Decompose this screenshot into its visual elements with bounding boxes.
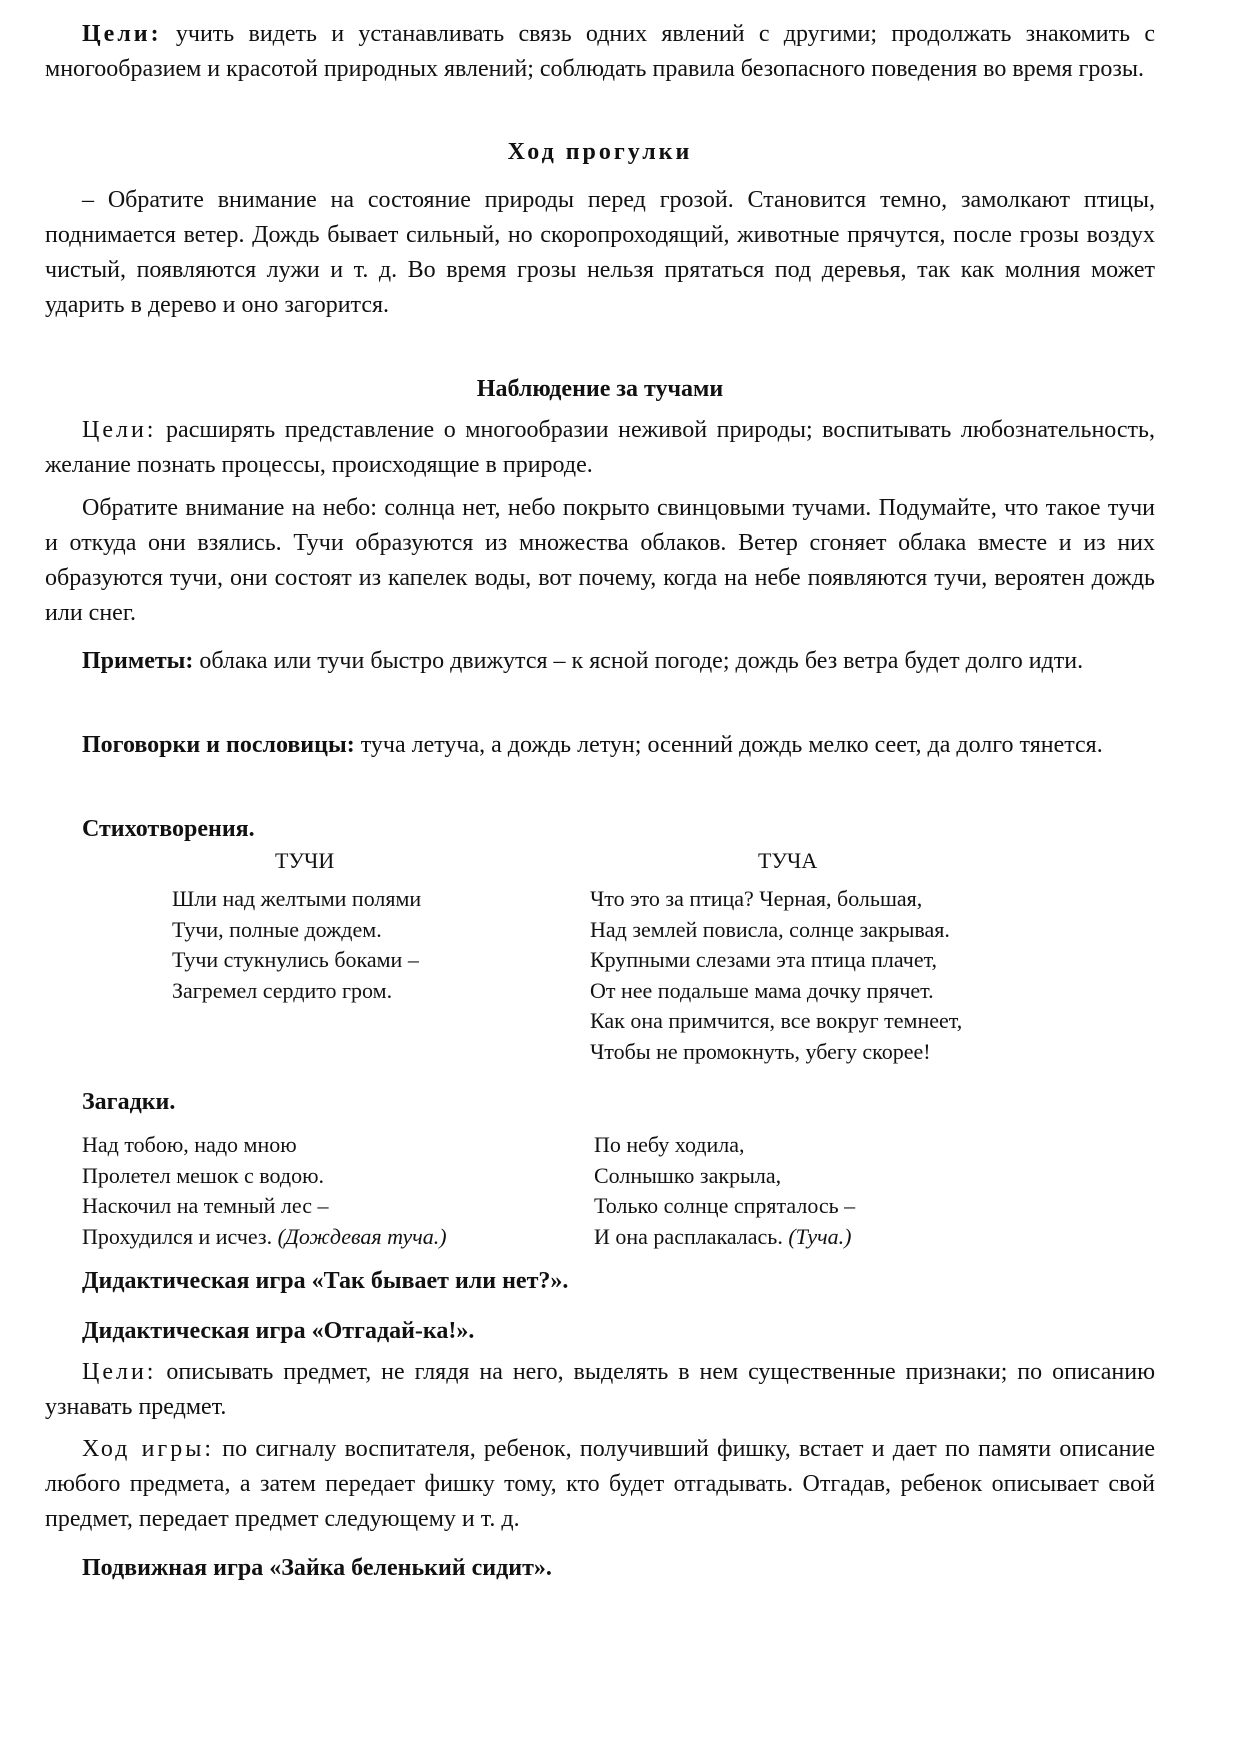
sayings-label: Поговорки и пословицы: xyxy=(82,732,355,758)
goals3-paragraph xyxy=(45,1355,1155,1425)
poem-line: Шли над желтыми полями xyxy=(172,886,422,911)
sayings-text: туча летуча, а дождь летун; осенний дождь мелко сеет, да долго тянется. xyxy=(354,732,1103,758)
poem1-title: ТУЧИ xyxy=(275,848,335,873)
riddles-heading: Загадки. xyxy=(82,1089,176,1115)
goals3-text: описывать предмет, не глядя на него, выделять в нем существенные признаки; по описанию узнавать предмет. xyxy=(45,1359,1155,1420)
sayings-paragraph xyxy=(45,728,1155,763)
goals2-label: Цели: xyxy=(82,417,157,443)
riddle-line: И она расплакалась. xyxy=(594,1223,789,1249)
poem-line: Крупными слезами эта птица плачет, xyxy=(590,947,938,972)
game-course-text: по сигналу воспитателя, ребенок, получивший фишку, встает и дает по памяти описание любого предмета, а затем передает фишку тому, кто будет отгадывать. Отгадав, ребенок описывает свой предмет, передает предмет следующему и т. д. xyxy=(45,1436,1155,1532)
game2-heading: Дидактическая игра «Отгадай-ка!». xyxy=(82,1318,475,1344)
game1-heading: Дидактическая игра «Так бывает или нет?». xyxy=(82,1268,569,1294)
riddle-line: Только солнце спряталось – xyxy=(594,1193,856,1218)
riddle-line: Солнышко закрыла, xyxy=(594,1162,782,1188)
poems-heading: Стихотворения. xyxy=(82,816,255,842)
riddle2 xyxy=(594,1130,855,1252)
poem-line: От нее подальше мама дочку прячет. xyxy=(590,977,934,1003)
walk-heading: Ход прогулки xyxy=(507,139,693,165)
poem2 xyxy=(590,884,962,1067)
poem2-title: ТУЧА xyxy=(758,848,818,873)
walk-paragraph: – Обратите внимание на состояние природы перед грозой. Становится темно, замолкают птицы, поднимается ветер. Дождь бывает сильный, но скоропроходящий, животные прячутся, после грозы воздух чистый, появляются лужи и т. д. Во время грозы нельзя прятаться под деревья, так как молния может ударить в дерево и оно загорится. xyxy=(45,187,1155,318)
signs-paragraph xyxy=(45,644,1155,679)
poem-line: Над землей повисла, солнце закрывая. xyxy=(590,916,950,942)
riddle-line: Наскочил на темный лес – xyxy=(82,1193,329,1218)
goals2-paragraph xyxy=(45,413,1155,483)
riddle-line: По небу ходила, xyxy=(594,1132,745,1157)
riddle-answer: (Туча.) xyxy=(788,1223,852,1249)
poem-line: Загремел сердито гром. xyxy=(172,977,393,1003)
goals-text: учить видеть и устанавливать связь одних явлений с другими; продолжать знакомить с многообразием и красотой природных явлений; соблюдать правила безопасного поведения во время грозы. xyxy=(45,21,1155,82)
goals-paragraph xyxy=(45,17,1155,87)
poem-line: Как она примчится, все вокруг темнеет, xyxy=(590,1008,963,1033)
riddle-line: Прохудился и исчез. xyxy=(82,1223,278,1249)
poem-line: Чтобы не промокнуть, убегу скорее! xyxy=(590,1038,931,1064)
signs-label: Приметы: xyxy=(82,648,194,674)
poem-line: Тучи, полные дождем. xyxy=(172,916,382,942)
riddle-answer: (Дождевая туча.) xyxy=(277,1223,447,1249)
riddle-line: Над тобою, надо мною xyxy=(82,1132,297,1157)
signs-text: облака или тучи быстро движутся – к ясной погоде; дождь без ветра будет долго идти. xyxy=(193,648,1084,674)
riddle1 xyxy=(82,1130,447,1252)
goals2-text: расширять представление о многообразии неживой природы; воспитывать любознательность, желание познать процессы, происходящие в природе. xyxy=(45,417,1155,478)
riddle-line: Пролетел мешок с водою. xyxy=(82,1162,325,1188)
poem1 xyxy=(172,884,421,1006)
goals-label: Цели: xyxy=(82,21,162,47)
game-course-paragraph xyxy=(45,1432,1155,1537)
observation-heading: Наблюдение за тучами xyxy=(476,376,724,402)
game3-heading: Подвижная игра «Зайка беленький сидит». xyxy=(82,1555,552,1581)
game-course-label: Ход игры: xyxy=(82,1436,215,1462)
poem-line: Тучи стукнулись боками – xyxy=(172,947,419,972)
goals3-label: Цели: xyxy=(82,1359,157,1385)
poem-line: Что это за птица? Черная, большая, xyxy=(590,886,923,911)
observation-paragraph: Обратите внимание на небо: солнца нет, небо покрыто свинцовыми тучами. Подумайте, что такое тучи и откуда они взялись. Тучи образуются из множества облаков. Ветер сгоняет облака вместе и из них образуются тучи, они состоят из капелек воды, вот почему, когда на небе появляются тучи, вероятен дождь или снег. xyxy=(45,495,1155,626)
